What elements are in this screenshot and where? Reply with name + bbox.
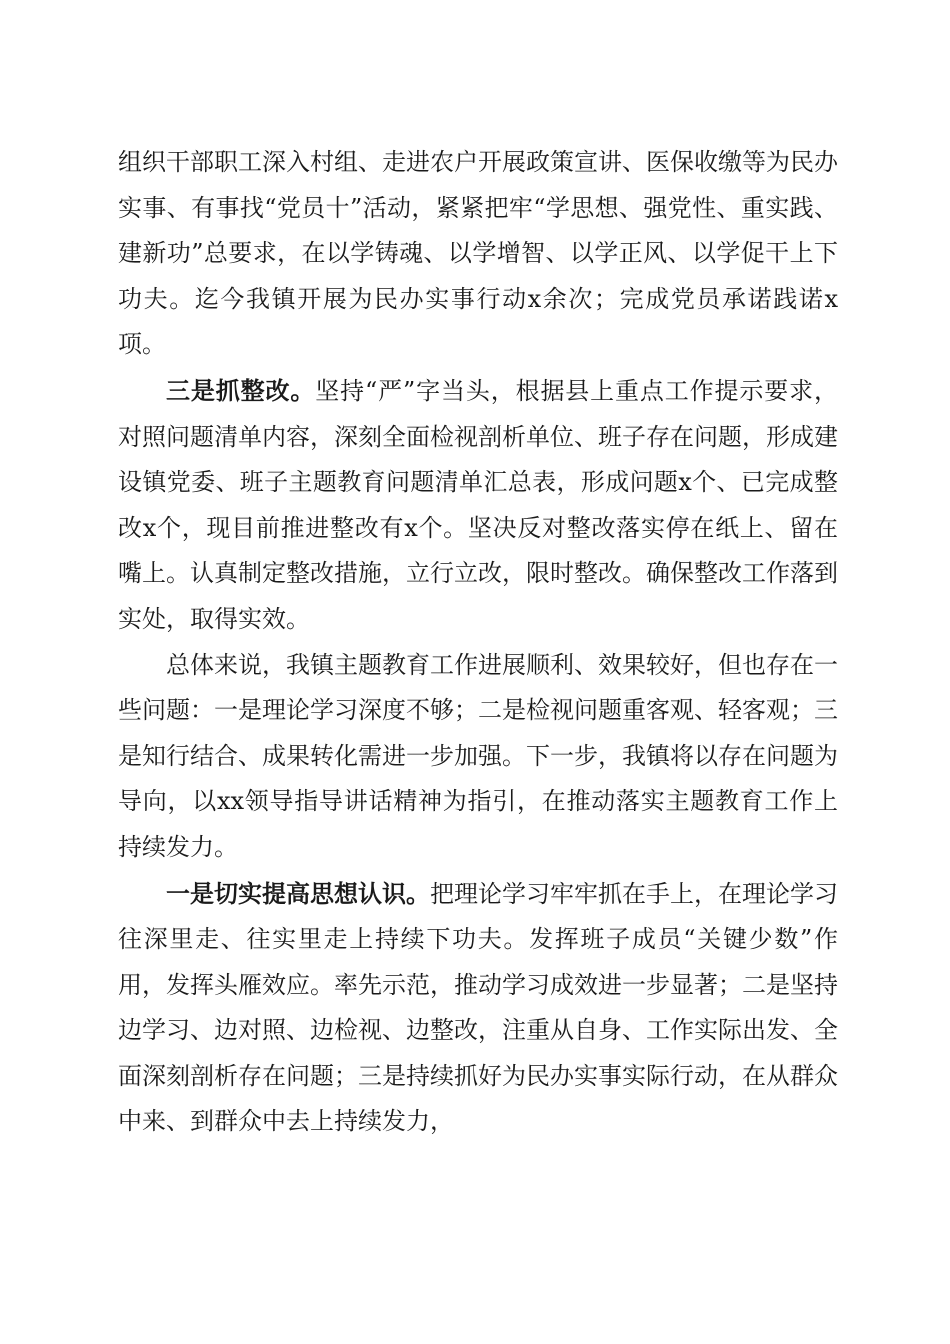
- paragraph-3-text: 总体来说，我镇主题教育工作进展顺利、效果较好，但也存在一些问题：一是理论学习深度不够；二是检视问题重客观、轻客观；三是知行结合、成果转化需进一步加强。下一步，我镇将以存在问题为导向，以xx领导指导讲话精神为指引，在推动落实主题教育工作上持续发力。: [118, 650, 838, 861]
- paragraph-3: [118, 643, 838, 871]
- paragraph-1-text: 组织干部职工深入村组、走进农户开展政策宣讲、医保收缴等为民办实事、有事找“党员十”活动，紧紧把牢“学思想、强党性、重实践、建新功”总要求，在以学铸魂、以学增智、以学正风、以学促干上下功夫。迄今我镇开展为民办实事行动x余次；完成党员承诺践诺x项。: [118, 148, 838, 359]
- paragraph-4-heading: 一是切实提高思想认识。: [166, 878, 430, 908]
- paragraph-1: [118, 140, 838, 368]
- paragraph-2-text: 坚持“严”字当头，根据县上重点工作提示要求，对照问题清单内容，深刻全面检视剖析单位、班子存在问题，形成建设镇党委、班子主题教育问题清单汇总表，形成问题x个、已完成整改x个，现目前推进整改有x个。坚决反对整改落实停在纸上、留在嘴上。认真制定整改措施，立行立改，限时整改。确保整改工作落到实处，取得实效。: [118, 376, 838, 633]
- document-body: [118, 140, 838, 1145]
- paragraph-4-text: 把理论学习牢牢抓在手上，在理论学习往深里走、往实里走上持续下功夫。发挥班子成员“关键少数”作用，发挥头雁效应。率先示范，推动学习成效进一步显著；二是坚持边学习、边对照、边检视、边整改，注重从自身、工作实际出发、全面深刻剖析存在问题；三是持续抓好为民办实事实际行动，在从群众中来、到群众中去上持续发力，: [118, 879, 838, 1136]
- paragraph-2: [118, 368, 838, 643]
- paragraph-2-heading: 三是抓整改。: [166, 375, 316, 405]
- paragraph-4: [118, 871, 838, 1146]
